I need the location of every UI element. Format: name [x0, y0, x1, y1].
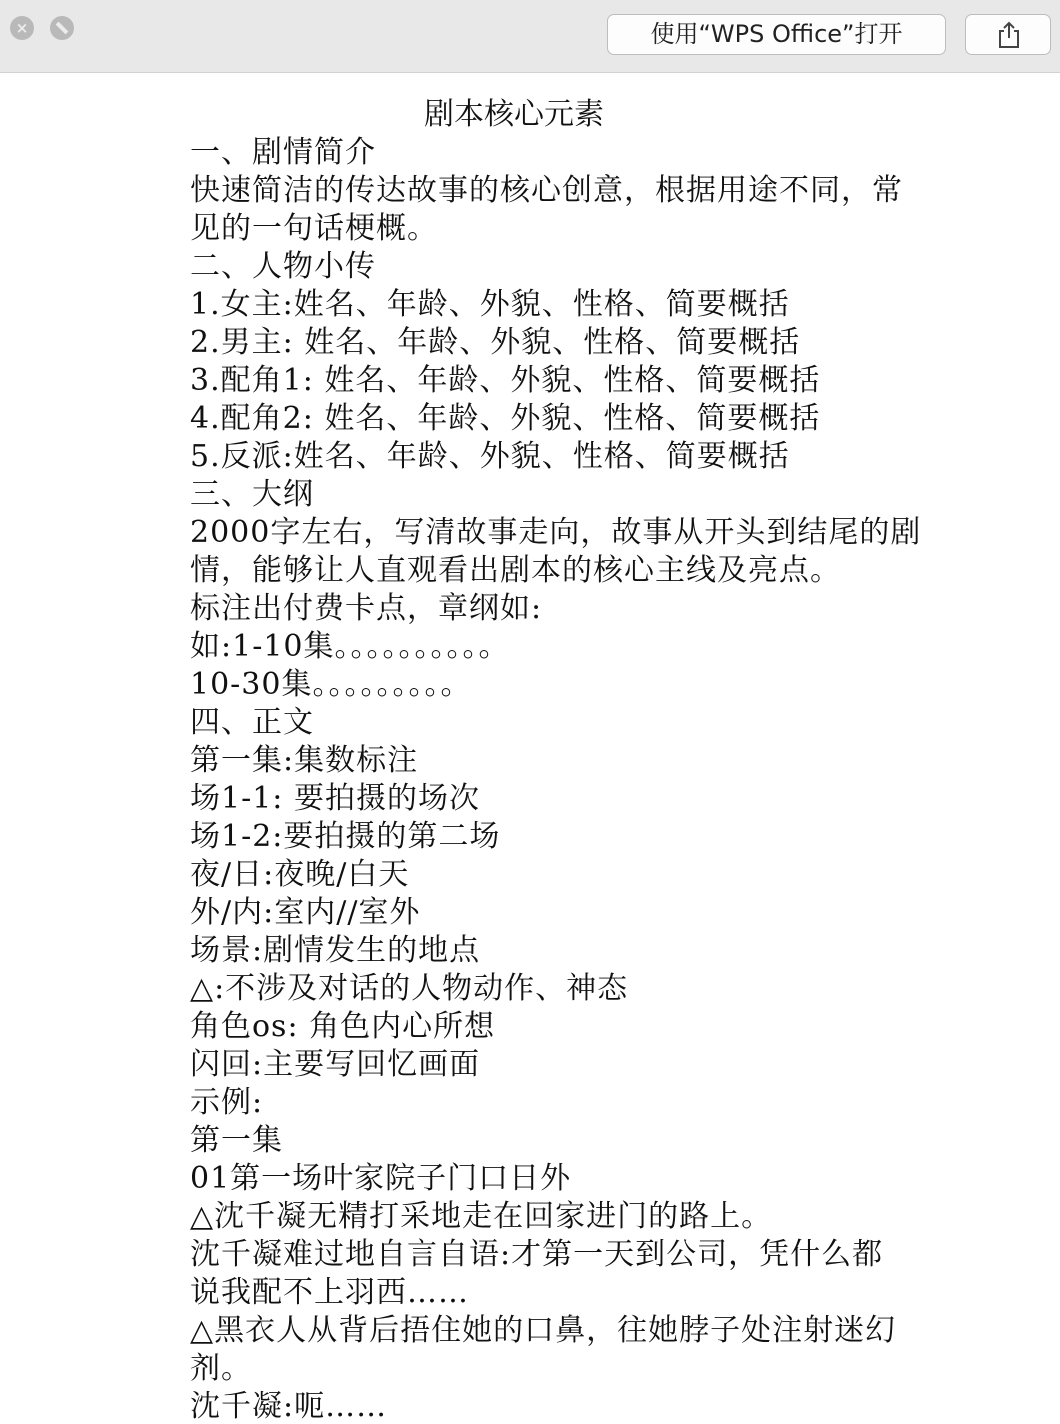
document-paragraph: [0, 248, 1060, 286]
document-paragraph: [0, 742, 1060, 780]
paragraph-line: 沈千凝难过地自言自语:才第一天到公司，凭什么都: [190, 1237, 884, 1272]
document-paragraph: [0, 1160, 1060, 1198]
document-paragraph: [0, 172, 1060, 248]
paragraph-line: 夜/日:夜晚/白天: [190, 857, 410, 892]
document-body: [0, 134, 1060, 1424]
document-paragraph: [0, 1084, 1060, 1122]
document-paragraph: [0, 704, 1060, 742]
document-paragraph: [0, 438, 1060, 476]
document-paragraph: [0, 476, 1060, 514]
paragraph-line: 第一集: [190, 1123, 283, 1158]
share-button[interactable]: [965, 14, 1051, 55]
paragraph-line: 场1-2:要拍摄的第二场: [190, 819, 501, 854]
paragraph-line: 3.配角1: 姓名、年龄、外貌、性格、简要概括: [190, 363, 821, 398]
fullscreen-button[interactable]: [50, 16, 74, 40]
paragraph-line: 三、大纲: [190, 477, 314, 512]
paragraph-line: 第一集:集数标注: [190, 743, 419, 778]
paragraph-line: 外/内:室内//室外: [190, 895, 421, 930]
paragraph-line: △沈千凝无精打采地走在回家进门的路上。: [190, 1199, 773, 1234]
paragraph-line: 示例:: [190, 1085, 264, 1120]
close-icon: ×: [15, 19, 29, 37]
document-paragraph: [0, 514, 1060, 590]
quicklook-toolbar: [0, 0, 1060, 73]
paragraph-line: 沈千凝:呃……: [190, 1389, 388, 1424]
paragraph-line: 四、正文: [190, 705, 314, 740]
paragraph-line: 说我配不上羽西……: [190, 1275, 469, 1310]
document-paragraph: [0, 1236, 1060, 1312]
document-paragraph: [0, 134, 1060, 172]
paragraph-line: 二、人物小传: [190, 249, 376, 284]
document-paragraph: [0, 970, 1060, 1008]
paragraph-line: △:不涉及对话的人物动作、神态: [190, 971, 629, 1006]
document-paragraph: [0, 932, 1060, 970]
paragraph-line: 01第一场叶家院子门口日外: [190, 1161, 572, 1196]
document-paragraph: [0, 286, 1060, 324]
paragraph-line: 场1-1: 要拍摄的场次: [190, 781, 480, 816]
document-paragraph: [0, 628, 1060, 666]
paragraph-line: 标注出付费卡点，章纲如:: [190, 591, 543, 626]
share-icon: [997, 21, 1021, 49]
document-paragraph: [0, 1046, 1060, 1084]
paragraph-line: 10-30集。。。。。。。。。: [190, 667, 472, 702]
paragraph-line: 4.配角2: 姓名、年龄、外貌、性格、简要概括: [190, 401, 821, 436]
document-paragraph: [0, 400, 1060, 438]
document-paragraph: [0, 590, 1060, 628]
paragraph-line: 2.男主: 姓名、年龄、外貌、性格、简要概括: [190, 325, 801, 360]
document-title: 剧本核心元素: [424, 97, 604, 132]
open-with-wps-button[interactable]: 使用“WPS Office”打开: [607, 14, 946, 55]
paragraph-line: 5.反派:姓名、年龄、外貌、性格、简要概括: [190, 439, 790, 474]
document-paragraph: [0, 324, 1060, 362]
paragraph-line: 场景:剧情发生的地点: [190, 933, 481, 968]
paragraph-line: 一、剧情简介: [190, 135, 376, 170]
document-paragraph: [0, 894, 1060, 932]
paragraph-line: 情，能够让人直观看出剧本的核心主线及亮点。: [190, 553, 841, 588]
document-paragraph: [0, 1198, 1060, 1236]
document-paragraph: [0, 818, 1060, 856]
document-paragraph: [0, 666, 1060, 704]
document-paragraph: [0, 1008, 1060, 1046]
paragraph-line: 1.女主:姓名、年龄、外貌、性格、简要概括: [190, 287, 790, 322]
paragraph-line: 见的一句话梗概。: [190, 211, 438, 246]
document-paragraph: [0, 1122, 1060, 1160]
paragraph-line: 角色os: 角色内心所想: [190, 1009, 496, 1044]
paragraph-line: 剂。: [190, 1351, 252, 1386]
resize-icon: [56, 22, 69, 35]
document-paragraph: [0, 1312, 1060, 1388]
document-paragraph: [0, 1388, 1060, 1424]
paragraph-line: 快速简洁的传达故事的核心创意，根据用途不同，常: [190, 173, 903, 208]
paragraph-line: 如:1-10集。。。。。。。。。。: [190, 629, 510, 664]
close-button[interactable]: [10, 16, 34, 40]
document-paragraph: [0, 362, 1060, 400]
paragraph-line: 2000字左右，写清故事走向，故事从开头到结尾的剧: [190, 515, 922, 550]
paragraph-line: △黑衣人从背后捂住她的口鼻，往她脖子处注射迷幻: [190, 1313, 897, 1348]
document-page: [0, 96, 1060, 1424]
paragraph-line: 闪回:主要写回忆画面: [190, 1047, 481, 1082]
document-paragraph: [0, 780, 1060, 818]
document-paragraph: [0, 856, 1060, 894]
